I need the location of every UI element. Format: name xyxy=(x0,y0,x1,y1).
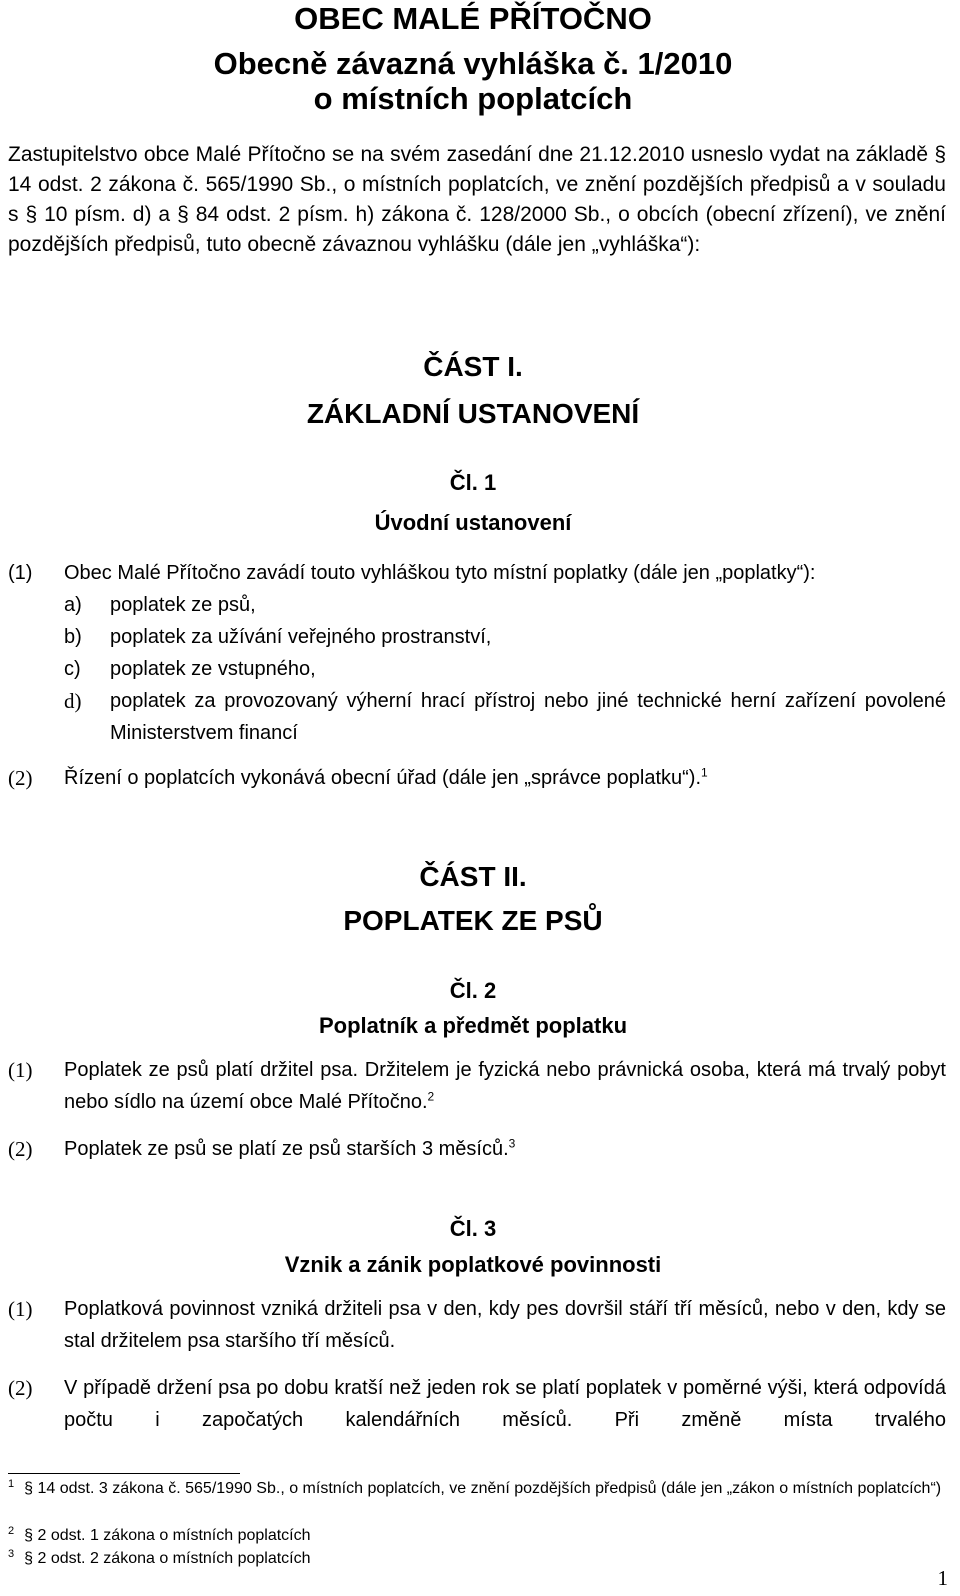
list-letter: a) xyxy=(64,594,82,616)
paragraph-number: (1) xyxy=(8,1297,33,1321)
article-3-paragraph-1 xyxy=(8,1293,946,1357)
article-1-label: Čl. 1 xyxy=(449,470,497,495)
list-letter: b) xyxy=(64,626,82,648)
article-3-paragraph-2 xyxy=(8,1372,946,1436)
footnote-mark: 3 xyxy=(8,1547,15,1560)
municipality-title: OBEC MALÉ PŘÍTOČNO xyxy=(294,1,652,36)
footnote-3 xyxy=(8,1547,948,1570)
footnote-text: § 2 odst. 2 zákona o místních poplatcích xyxy=(24,1550,311,1567)
list-text: poplatek za provozovaný výherní hrací přístroj nebo jiné technické herní zařízení povolené Ministerstvem financí xyxy=(110,690,946,744)
paragraph-number: (1) xyxy=(8,562,33,584)
footnote-text: § 2 odst. 1 zákona o místních poplatcích xyxy=(24,1527,311,1544)
page-number: 1 xyxy=(937,1566,948,1590)
list-text: poplatek ze vstupného, xyxy=(110,658,316,680)
paragraph-text: Obec Malé Přítočno zavádí touto vyhláškou tyto místní poplatky (dále jen „poplatky“): xyxy=(64,562,816,584)
footnote-ref[interactable]: 1 xyxy=(701,765,708,780)
article-2-paragraph-1 xyxy=(8,1054,946,1118)
footnote-mark: 2 xyxy=(8,1524,15,1537)
list-item xyxy=(64,685,946,749)
paragraph-text: V případě držení psa po dobu kratší než jeden rok se platí poplatek v poměrné výši, která odpovídá počtu i započatých kalendářních měsíců. Při změně místa trvalého xyxy=(64,1377,946,1431)
article-1-paragraph-1 xyxy=(8,557,946,749)
part-2-label: ČÁST II. xyxy=(419,861,527,892)
list-text: poplatek za užívání veřejného prostranství, xyxy=(110,626,492,648)
paragraph-number: (2) xyxy=(8,766,33,790)
list-item xyxy=(64,621,946,653)
part-1-label: ČÁST I. xyxy=(423,351,523,382)
decree-subject: o místních poplatcích xyxy=(313,81,633,116)
paragraph-number: (1) xyxy=(8,1058,33,1082)
footnote-2 xyxy=(8,1524,948,1547)
article-2-title: Poplatník a předmět poplatku xyxy=(318,1013,628,1038)
article-1-title: Úvodní ustanovení xyxy=(374,510,572,535)
footnote-1 xyxy=(8,1477,948,1500)
paragraph-text: Řízení o poplatcích vykonává obecní úřad (dále jen „správce poplatku“). xyxy=(64,767,702,789)
article-1-paragraph-2 xyxy=(8,762,946,794)
paragraph-text: Poplatková povinnost vzniká držiteli psa v den, kdy pes dovršil stáří tří měsíců, nebo v den, kdy se stal držitelem psa staršího tří měsíců. xyxy=(64,1298,946,1352)
paragraph-text: Poplatek ze psů se platí ze psů starších 3 měsíců. xyxy=(64,1138,509,1160)
part-2-title: POPLATEK ZE PSŮ xyxy=(343,905,603,936)
footnote-mark: 1 xyxy=(8,1477,15,1490)
list-letter: d) xyxy=(64,689,82,713)
intro-paragraph: Zastupitelstvo obce Malé Přítočno se na svém zasedání dne 21.12.2010 usneslo vydat na základě § 14 odst. 2 zákona č. 565/1990 Sb., o místních poplatcích, ve znění pozdějších předpisů a v souladu s § 10 písm. d) a § 84 odst. 2 písm. h) zákona č. 128/2000 Sb., o obcích (obecní zřízení), ve znění pozdějších předpisů, tuto obecně závaznou vyhlášku (dále jen „vyhláška“): xyxy=(8,143,946,256)
article-3-label: Čl. 3 xyxy=(449,1216,497,1241)
list-letter: c) xyxy=(64,658,81,680)
list-item xyxy=(64,653,946,685)
footnote-ref[interactable]: 2 xyxy=(427,1089,435,1104)
part-1-title: ZÁKLADNÍ USTANOVENÍ xyxy=(306,398,640,429)
paragraph-number: (2) xyxy=(8,1137,33,1161)
article-3-title: Vznik a zánik poplatkové povinnosti xyxy=(284,1252,662,1277)
list-item xyxy=(64,589,946,621)
footnote-ref[interactable]: 3 xyxy=(508,1136,516,1151)
footnote-separator xyxy=(8,1473,240,1474)
list-text: poplatek ze psů, xyxy=(110,594,256,616)
footnote-text: § 14 odst. 3 zákona č. 565/1990 Sb., o místních poplatcích, ve znění pozdějších předpisů (dále jen „zákon o místních poplatcích“) xyxy=(24,1480,942,1497)
article-2-paragraph-2 xyxy=(8,1133,946,1165)
decree-title: Obecně závazná vyhláška č. 1/2010 xyxy=(213,46,733,81)
article-2-label: Čl. 2 xyxy=(449,978,497,1003)
paragraph-text: Poplatek ze psů platí držitel psa. Držitelem je fyzická nebo právnická osoba, která má trvalý pobyt nebo sídlo na území obce Malé Přítočno. xyxy=(64,1059,946,1113)
paragraph-number: (2) xyxy=(8,1376,33,1400)
